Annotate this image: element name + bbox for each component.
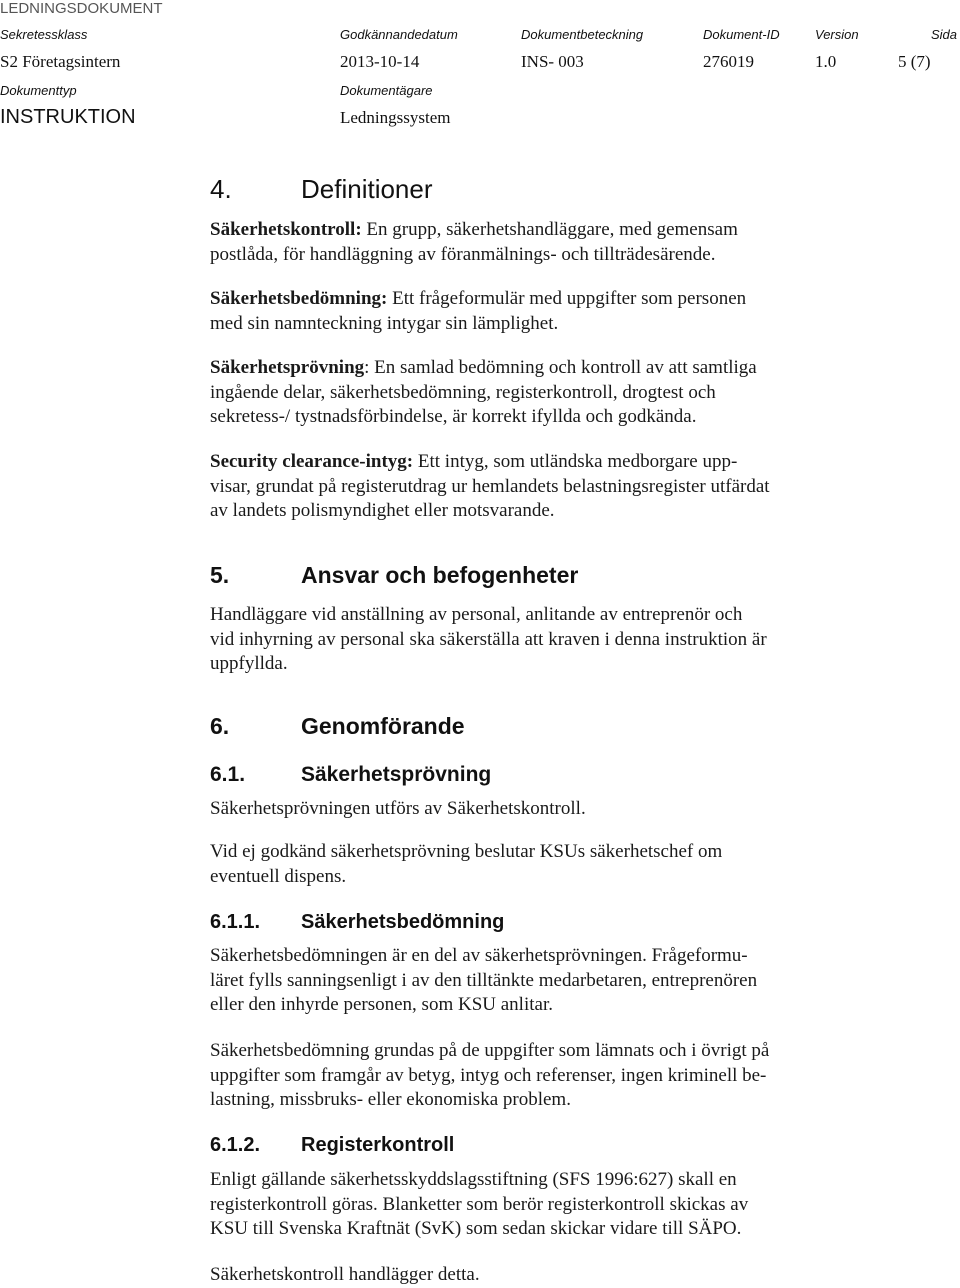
definition-sakerhetsbedomning	[210, 287, 880, 336]
definition-text: ingående delar, säkerhetsbedömning, registerkontroll, drogtest och	[210, 381, 716, 403]
label-sekretessklass: Sekretessklass	[0, 27, 88, 42]
heading-section-4	[210, 174, 433, 205]
definition-security-clearance	[210, 450, 880, 524]
label-godkannandedatum: Godkännandedatum	[340, 27, 458, 42]
label-dokument-id: Dokument-ID	[703, 27, 780, 42]
definition-text: sekretess-/ tystnadsförbindelse, är korrekt ifyllda och godkända.	[210, 406, 697, 427]
definition-term: Säkerhetskontroll:	[210, 219, 362, 240]
definition-text: av landets polismyndighet eller motsvarande.	[210, 500, 555, 521]
label-dokumentagare: Dokumentägare	[340, 83, 433, 98]
paragraph-line: vid inhyrning av personal ska säkerställa att kraven i denna instruktion är	[210, 628, 767, 650]
paragraph-line: eller den inhyrde personen, som KSU anlitar.	[210, 994, 553, 1015]
paragraph-6-1-2-a	[210, 1168, 880, 1242]
label-version: Version	[815, 27, 859, 42]
section-number: 6.1.2.	[210, 1134, 261, 1156]
value-dokumenttyp: INSTRUKTION	[0, 106, 136, 128]
paragraph-line: Säkerhetsbedömningen är en del av säkerhetsprövningen. Frågeformu-	[210, 945, 748, 966]
value-sida: 5 (7)	[898, 52, 931, 71]
definition-text: visar, grundat på registerutdrag ur hemlandets belastningsregister utfärdat	[210, 475, 770, 497]
paragraph-line: uppfyllda.	[210, 653, 288, 674]
value-dokumentagare: Ledningssystem	[340, 108, 451, 127]
paragraph-line: KSU till Svenska Kraftnät (SvK) som sedan skickar vidare till SÄPO.	[210, 1218, 742, 1239]
label-dokumentbeteckning: Dokumentbeteckning	[521, 27, 644, 42]
paragraph-ansvar	[210, 603, 880, 677]
section-title: Säkerhetsbedömning	[301, 911, 505, 933]
value-dokument-id: 276019	[703, 52, 754, 71]
value-sekretessklass: S2 Företagsintern	[0, 52, 121, 71]
paragraph-line: Säkerhetskontroll handlägger detta.	[210, 1264, 480, 1285]
paragraph-line: eventuell dispens.	[210, 865, 347, 887]
paragraph-6-1-2-b	[210, 1263, 880, 1288]
definition-sakerhetskontroll	[210, 218, 880, 267]
paragraph-line: Vid ej godkänd säkerhetsprövning beslutar KSUs säkerhetschef om	[210, 841, 723, 862]
paragraph-line: uppgifter som framgår av betyg, intyg och referenser, ingen kriminell be-	[210, 1064, 767, 1086]
paragraph-6-1-a	[210, 797, 880, 822]
paragraph-line: registerkontroll göras. Blanketter som berör registerkontroll skickas av	[210, 1193, 749, 1215]
paragraph-line: Säkerhetsbedömning grundas på de uppgifter som lämnats och i övrigt på	[210, 1040, 770, 1061]
definition-text: Ett frågeformulär med uppgifter som personen	[387, 288, 747, 309]
definition-text: postlåda, för handläggning av föranmälnings- och tillträdesärende.	[210, 243, 716, 265]
definition-term: Säkerhetsbedömning:	[210, 288, 388, 309]
paragraph-line: lastning, missbruks- eller ekonomiska problem.	[210, 1089, 571, 1110]
heading-section-6-1-2	[210, 1134, 454, 1157]
section-number: 5.	[210, 562, 230, 588]
section-title: Genomförande	[301, 713, 465, 739]
definition-text: : En samlad bedömning och kontroll av att samtliga	[364, 357, 757, 378]
heading-section-5	[210, 562, 578, 589]
heading-section-6	[210, 713, 465, 740]
paragraph-6-1-b	[210, 840, 880, 889]
section-title: Registerkontroll	[301, 1134, 455, 1156]
paragraph-line: Säkerhetsprövningen utförs av Säkerhetskontroll.	[210, 798, 586, 819]
definition-term: Säkerhetsprövning	[210, 357, 365, 378]
header-document-category: LEDNINGSDOKUMENT	[0, 0, 163, 17]
definition-sakerhetsprovning	[210, 356, 880, 430]
value-version: 1.0	[815, 52, 837, 71]
label-sida: Sida	[931, 27, 958, 42]
section-title: Säkerhetsprövning	[301, 763, 492, 786]
section-title: Ansvar och befogenheter	[301, 562, 579, 588]
paragraph-line: Handläggare vid anställning av personal, anlitande av entreprenör och	[210, 604, 743, 625]
paragraph-6-1-1-b	[210, 1039, 880, 1113]
heading-section-6-1-1	[210, 911, 504, 934]
definition-term: Security clearance-intyg:	[210, 451, 414, 472]
paragraph-line: Enligt gällande säkerhetsskyddslagsstiftning (SFS 1996:627) skall en	[210, 1169, 737, 1190]
section-number: 6.	[210, 713, 230, 739]
section-number: 6.1.1.	[210, 911, 261, 933]
definition-text: med sin namnteckning intygar sin lämplighet.	[210, 312, 559, 334]
section-title: Definitioner	[301, 174, 433, 204]
definition-text: Ett intyg, som utländska medborgare upp-	[413, 451, 738, 472]
label-dokumenttyp: Dokumenttyp	[0, 83, 77, 98]
definition-text: En grupp, säkerhetshandläggare, med gemensam	[361, 219, 738, 240]
value-dokumentbeteckning: INS- 003	[521, 52, 584, 71]
paragraph-line: läret fylls sanningsenligt i av den tilltänkte medarbetaren, entreprenören	[210, 969, 758, 991]
value-godkannandedatum: 2013-10-14	[340, 52, 420, 71]
section-number: 6.1.	[210, 763, 246, 786]
heading-section-6-1	[210, 763, 491, 787]
paragraph-6-1-1-a	[210, 944, 880, 1018]
section-number: 4.	[210, 174, 232, 204]
